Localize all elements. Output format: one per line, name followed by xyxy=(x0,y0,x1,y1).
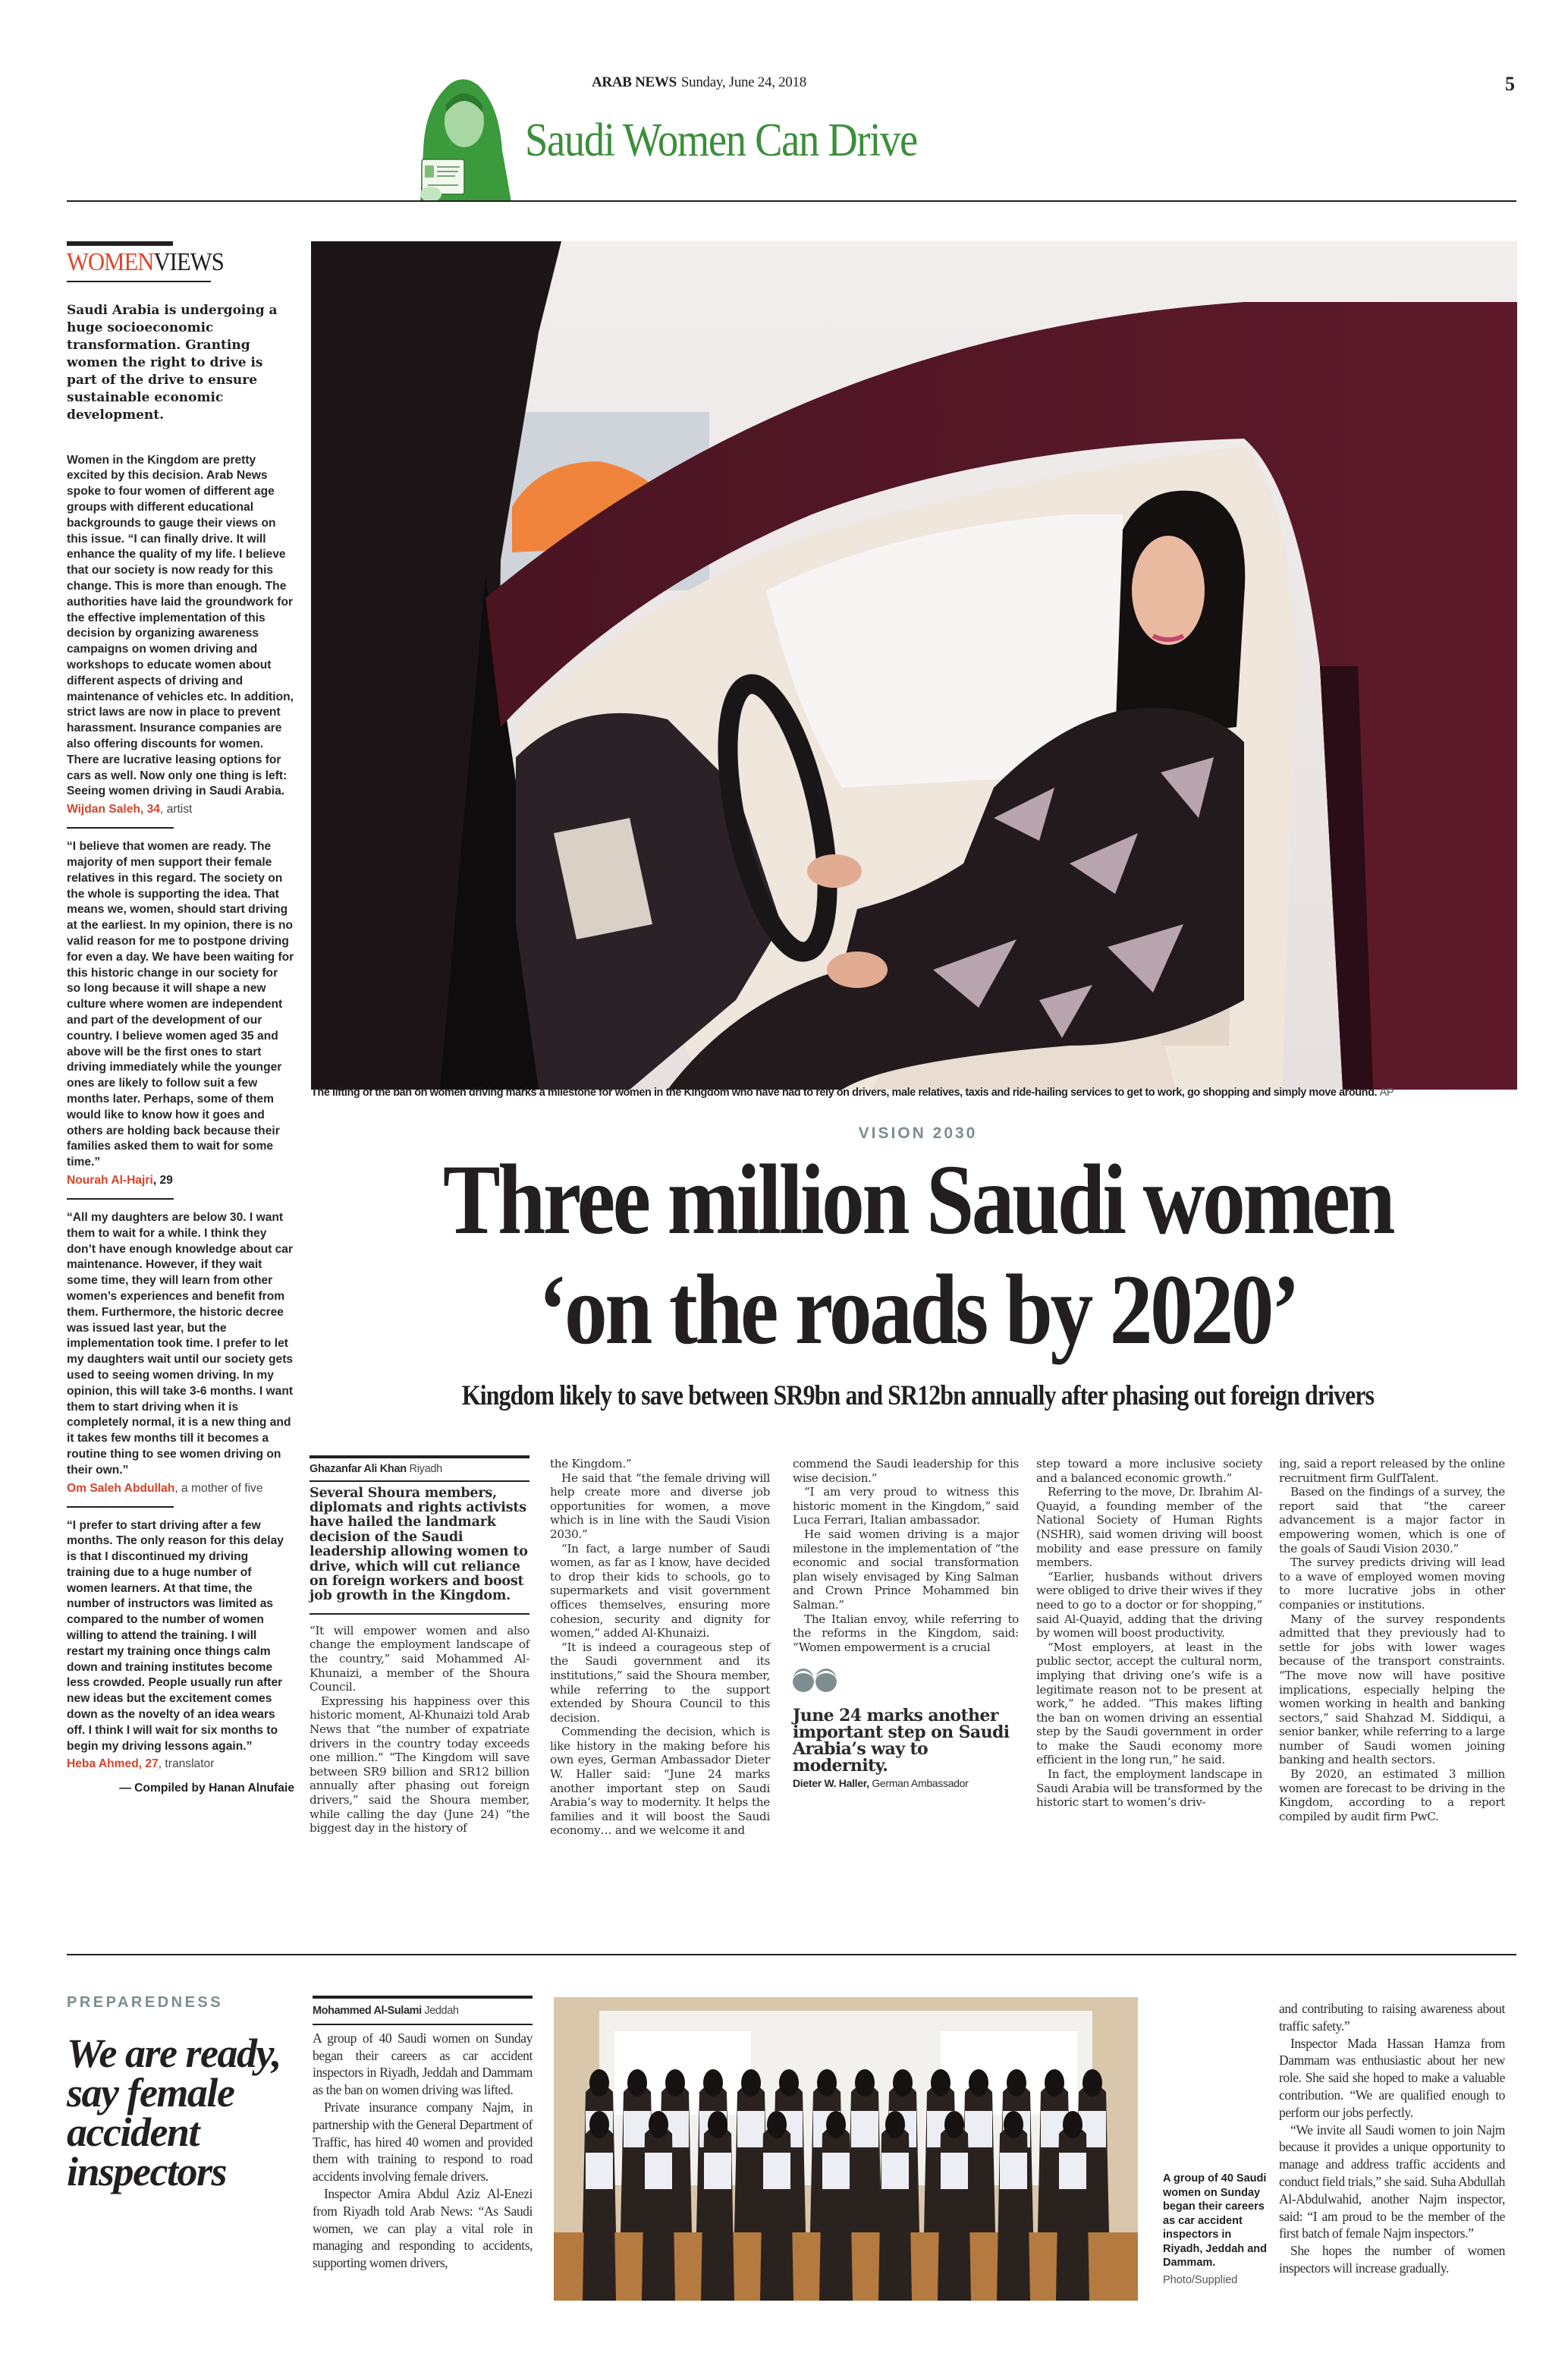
preparedness-headline: We are ready, say female accident inspectors xyxy=(67,2031,281,2194)
person-head xyxy=(708,2111,727,2138)
article-headline xyxy=(389,1144,1446,1364)
view-name: Nourah Al-Hajri xyxy=(67,1173,153,1187)
photo-credit: AP xyxy=(1379,1087,1394,1099)
pull-quote-text: June 24 marks another important step on Saudi Arabia’s way to modernity. xyxy=(793,1706,1010,1776)
compiled-by: — Compiled by Hanan Alnufaie xyxy=(119,1782,294,1795)
person-head xyxy=(931,2069,951,2097)
person-head xyxy=(944,2111,964,2138)
sidebar-rule xyxy=(67,281,211,282)
photo-credit: Photo/Supplied xyxy=(1163,2273,1238,2286)
view-quote: “I believe that women are ready. The majority of men support their female relatives in this regard. The society on the whole is supporting the idea. That means we, women, should start driving at the earliest. In my opinion, there is no valid reason for me to postpone driving for even a day. We have been waiting for this historic change in our society for so long because it will shape a new culture where women are independent and part of the development of our country. I believe women aged 35 and above will be the first ones to start driving immediately while the younger ones are likely to follow suit a few months later. Perhaps, some of them would like to know how it goes and others are holding back because their families asked them to wait for some time.” xyxy=(67,840,294,1169)
paragraph: Commending the decision, which is like history in the making before his own eyes, German Ambassador Dieter W. Haller said: “June 24 marks another important step on Saudi Arabia’s way to modernity. It helps the families and it will boost the Saudi economy… and we welcome it and xyxy=(550,1725,770,1838)
person-figure xyxy=(760,2126,793,2301)
main-photo-caption xyxy=(311,1087,1525,1099)
paragraph: ing, said a report released by the online recruitment firm GulfTalent. xyxy=(1279,1457,1505,1485)
byline-name: Mohammed Al-Sulami xyxy=(313,2005,422,2017)
certificate xyxy=(1059,2153,1086,2189)
certificate xyxy=(645,2153,672,2189)
view-name: Om Saleh Abdullah xyxy=(67,1481,175,1495)
view-entry xyxy=(67,1210,294,1497)
view-role: , 29 xyxy=(152,1173,173,1187)
article-byline xyxy=(310,1455,529,1482)
preparedness-kicker: PREPAREDNESS xyxy=(67,1994,224,2011)
view-quote: Women in the Kingdom are pretty excited by this decision. Arab News spoke to four women of different age groups with different educational backgrounds to gauge their views on this issue. “I can finally drive. It will enhance the quality of my life. I believe that our society is now ready for this change. This is more than enough. The authorities have laid the groundwork for the effective implementation of this decision by organizing awareness campaigns on women driving and workshops to educate women about different aspects of driving and maintenance of vehicles etc. In addition, strict laws are now in place to prevent harassment. Insurance companies are also offering discounts for women. There are lucrative leasing options for cars as well. Now only one thing is left: Seeing women driving in Saudi Arabia. xyxy=(67,453,294,798)
person-figure xyxy=(878,2126,912,2301)
certificate xyxy=(737,2111,765,2147)
paragraph: By 2020, an estimated 3 million women are forecast to be driving in the Kingdom, according to a report compiled by audit firm PwC. xyxy=(1279,1767,1505,1823)
certificate xyxy=(822,2153,850,2189)
view-quote: “All my daughters are below 30. I want them to wait for a while. I think they don’t have enough knowledge about car maintenance. However, if they wait some time, they will learn from other women’s experiences and benefit from them. Furthermore, the historic decree was issued last year, but the implementation took time. I prefer to let my daughters wait until our society gets used to seeing women driving. In my opinion, this will take 3-6 months. I want them to start driving when it is completely normal, it is a new thing and it takes few months till it becomes a routine thing to see women driving on their own.” xyxy=(67,1210,294,1477)
view-entry xyxy=(67,453,294,819)
quote-marks-icon xyxy=(793,1671,1019,1692)
view-entry xyxy=(67,1518,294,1773)
certificate xyxy=(941,2153,968,2189)
paragraph: In fact, the employment landscape in Saudi Arabia will be transformed by the historic start to women’s driv- xyxy=(1036,1767,1262,1810)
paragraph: Based on the findings of a survey, the report said that “the career advancement is a major factor in empowering women, which is one of the goals of Saudi Vision 2030.” xyxy=(1279,1485,1505,1556)
certificate xyxy=(704,2153,731,2189)
person-head xyxy=(589,2069,609,2097)
person-head xyxy=(1063,2111,1083,2138)
caption-text: The lifting of the ban on women driving marks a milestone for women in the Kingdom who have had to rely on drivers, male relatives, taxis and ride-hailing services to get to work, go shopping and simply move around. xyxy=(311,1087,1378,1099)
byline-location: Jeddah xyxy=(424,2005,459,2017)
person-figure xyxy=(701,2126,734,2301)
person-head xyxy=(885,2111,905,2138)
group-photo-caption xyxy=(1163,2172,1269,2287)
paragraph: “We invite all Saudi women to join Najm because it provides a unique opportunity to manage and address traffic accidents and conduct field trials,” she said. Suha Abdullah Al-Abdulwahid, another Najm inspector, said: “I am proud to be the member of the first batch of female Najm inspectors.” xyxy=(1279,2122,1505,2241)
person-head xyxy=(969,2069,988,2097)
byline-location: Riyadh xyxy=(409,1463,442,1475)
paragraph: Private insurance company Najm, in partnership with the General Department of Traffic, has hired 40 women and provided them with training to respond to road accidents involving female drivers. xyxy=(313,2099,533,2185)
person-head xyxy=(589,2111,609,2138)
paragraph: The Italian envoy, while referring to the reforms in the Kingdom, said: “Women empowerment is a crucial xyxy=(793,1612,1019,1654)
person-head xyxy=(893,2069,913,2097)
view-attribution xyxy=(67,1172,294,1189)
person-head xyxy=(665,2069,685,2097)
view-role: , translator xyxy=(158,1757,215,1771)
certificate xyxy=(851,2111,878,2147)
article-kicker: VISION 2030 xyxy=(858,1125,978,1142)
view-attribution xyxy=(67,1480,294,1497)
pull-quote-role: German Ambassador xyxy=(872,1777,969,1790)
view-separator xyxy=(67,1198,174,1200)
person-head xyxy=(767,2111,787,2138)
person-figure xyxy=(1056,2126,1089,2301)
paragraph: and contributing to raising awareness about traffic safety.” xyxy=(1279,2001,1505,2034)
view-separator xyxy=(67,1506,174,1508)
paragraph: “It is indeed a courageous step of the Saudi government and its institutions,” said the Shoura member, while referring to the support extended by Shoura Council to this decision. xyxy=(550,1640,770,1725)
article-column-4 xyxy=(1036,1457,1262,1810)
headline-line-1: Three million Saudi women xyxy=(442,1143,1394,1255)
certificate xyxy=(763,2153,790,2189)
paragraph: A group of 40 Saudi women on Sunday began their careers as car accident inspectors in Riyadh, Jeddah and Dammam as the ban on women driving was lifted. xyxy=(313,2030,533,2098)
paragraph: “In fact, a large number of Saudi women, as far as I know, have decided to drop their kids to schools, go to supermarkets and visit government offices themselves, ensuring more cohesion, security and dignity for women,” added Al-Khunaizi. xyxy=(550,1541,770,1640)
preparedness-byline xyxy=(313,1996,533,2025)
article-column-3 xyxy=(793,1457,1019,1791)
article-column-5 xyxy=(1279,1457,1505,1823)
certificate xyxy=(965,2111,992,2147)
pull-quote-attribution xyxy=(793,1776,1019,1791)
person-figure xyxy=(819,2126,853,2301)
view-name: Heba Ahmed, 27 xyxy=(67,1757,159,1771)
section-divider xyxy=(67,1954,1516,1955)
view-role: , artist xyxy=(159,803,193,816)
woman-holding-license-icon xyxy=(397,74,519,202)
person-head xyxy=(627,2069,647,2097)
paragraph: step toward a more inclusive society and a balanced economic growth.” xyxy=(1036,1457,1262,1485)
person-head xyxy=(1004,2111,1023,2138)
pull-quote xyxy=(793,1671,1019,1791)
paragraph: Expressing his happiness over this historic moment, Al-Khunaizi told Arab News that “the number of expatriate drivers in the country today exceeds one million.” “The Kingdom will save between SR9 billion and SR12 billion annually after phasing out foreign drivers,” said the Shoura member, while calling the day (June 24) “the biggest day in the history of xyxy=(310,1694,529,1836)
view-attribution xyxy=(67,1756,294,1773)
paragraph: “Most employers, at least in the public sector, accept the cultural norm, implying that driving one’s wife is a legitimate reason not to be present at work,” he added. “This makes lifting the ban on women driving an essential step by the Saudi government in order to make the Saudi economy more efficient in the long run,” he said. xyxy=(1036,1640,1262,1767)
sidebar-lead: Saudi Arabia is undergoing a huge socioeconomic transformation. Granting women the right to drive is part of the drive to ensure sustainable economic development. xyxy=(67,302,278,423)
certificate xyxy=(881,2153,909,2189)
person-figure xyxy=(938,2126,971,2301)
paragraph: He said women driving is a major milestone in the implementation of “the economic and social transformation plan wisely envisaged by King Salman and Crown Prince Mohammed bin Salman.” xyxy=(793,1527,1019,1612)
women-views-title xyxy=(67,249,272,276)
paragraph: Inspector Amira Abdul Aziz Al-Enezi from Riyadh told Arab News: “As Saudi women, we can play a vital role in managing and responding to accidents, supporting women drivers, xyxy=(313,2185,533,2271)
article-lead: Several Shoura members, diplomats and rights activists have hailed the landmark decision of the Saudi leadership allowing women to drive, which will cut reliance on foreign workers and boost job growth in the Kingdom. xyxy=(310,1486,529,1615)
view-quote: “I prefer to start driving after a few months. The only reason for this delay is that I discontinued my driving training due to a huge number of women learners. At that time, the number of instructors was limited as compared to the number of women willing to attend the training. I will restart my training once things calm down and training institutes become less crowded. People usually run after new ideas but the excitement comes down as the novelty of an idea wears off. I think I will wait for six months to begin my driving lessons again.” xyxy=(67,1518,284,1753)
paragraph: “It will empower women and also change the employment landscape of the country,” said Mohammed Al-Khunaizi, a member of the Shoura Council. xyxy=(310,1623,529,1694)
person-head xyxy=(855,2069,875,2097)
preparedness-column-2 xyxy=(1279,2000,1505,2277)
caption-text: A group of 40 Saudi women on Sunday began their careers as car accident inspectors in Riyadh, Jeddah and Dammam. xyxy=(1163,2172,1267,2269)
view-attribution xyxy=(67,801,294,818)
issue-date: Sunday, June 24, 2018 xyxy=(680,74,806,90)
main-photo xyxy=(311,241,1517,1090)
paragraph: Referring to the move, Dr. Ibrahim Al-Quayid, a founding member of the National Society of Human Rights (NSHR), said women driving will boost mobility and ease pressure on family members. xyxy=(1036,1485,1262,1570)
person-head xyxy=(817,2069,837,2097)
paragraph: “Earlier, husbands without drivers were obliged to drive their wives if they need to go to a doctor or for shopping,” said Al-Quayid, adding that the driving by women will boost productivity. xyxy=(1036,1569,1262,1640)
byline-name: Ghazanfar Ali Khan xyxy=(310,1463,407,1475)
headline-line-2: ‘on the roads by 2020’ xyxy=(538,1254,1298,1365)
certificate xyxy=(1000,2153,1027,2189)
paragraph: He said that “the female driving will help create more and diverse job opportunities for women, a move which is in line with the Saudi Vision 2030.” xyxy=(550,1471,770,1541)
certificate xyxy=(586,2153,613,2189)
person-head xyxy=(649,2111,668,2138)
group-photo xyxy=(554,1997,1138,2301)
preparedness-column-1 xyxy=(313,1996,533,2272)
person-head xyxy=(1007,2069,1026,2097)
person-figure xyxy=(848,2084,881,2232)
view-separator xyxy=(67,827,174,829)
sidebar-top-bar xyxy=(67,241,173,246)
paragraph: Many of the survey respondents admitted that they previously had to settle for jobs with lower wages because of the transport constraints. “The move now will have positive implications, especially helping the women working in health and banking sectors,” said Shahzad M. Siddiqui, a senior banker, while referring to a large number of Saudi women joining banking and health sectors. xyxy=(1279,1612,1505,1767)
person-figure xyxy=(642,2126,675,2301)
paragraph: commend the Saudi leadership for this wise decision.” xyxy=(793,1457,1019,1485)
paragraph: the Kingdom.” xyxy=(550,1457,632,1471)
person-head xyxy=(703,2069,723,2097)
view-entry xyxy=(67,839,294,1189)
person-figure xyxy=(583,2126,616,2301)
masthead-dateline xyxy=(592,74,806,91)
title-part-views: VIEWS xyxy=(153,248,224,276)
newspaper-name: ARAB NEWS xyxy=(592,74,677,90)
article-subhead: Kingdom likely to save between SR9bn and SR12bn annually after phasing out foreign drivers xyxy=(461,1380,1375,1411)
women-views-sidebar xyxy=(67,241,294,1795)
paragraph: The survey predicts driving will lead to a wave of employed women moving to more lucrative jobs in other companies or institutions. xyxy=(1279,1556,1505,1612)
article-column-1 xyxy=(310,1455,529,1836)
view-name: Wijdan Saleh, 34 xyxy=(67,803,160,816)
masthead-divider xyxy=(67,200,1516,202)
paragraph: She hopes the number of women inspectors will increase gradually. xyxy=(1279,2243,1505,2276)
person-head xyxy=(779,2069,799,2097)
section-title: Saudi Women Can Drive xyxy=(525,115,917,166)
article-column-2 xyxy=(550,1457,770,1838)
paragraph: “I am very proud to witness this historic moment in the Kingdom,” said Luca Ferrari, Italian ambassador. xyxy=(793,1485,1019,1527)
person-head xyxy=(741,2069,761,2097)
paragraph: Inspector Mada Hassan Hamza from Dammam was enthusiastic about her new role. She said she hoped to make a valuable contribution. “We are qualified enough to perform our jobs perfectly. xyxy=(1279,2035,1505,2120)
view-role: , a mother of five xyxy=(174,1481,263,1495)
title-part-women: WOMEN xyxy=(67,248,154,276)
person-figure xyxy=(997,2126,1030,2301)
person-head xyxy=(1083,2069,1102,2097)
person-head xyxy=(1045,2069,1064,2097)
pull-quote-name: Dieter W. Haller, xyxy=(793,1777,869,1790)
page-number: 5 xyxy=(1505,73,1515,95)
person-head xyxy=(826,2111,846,2138)
